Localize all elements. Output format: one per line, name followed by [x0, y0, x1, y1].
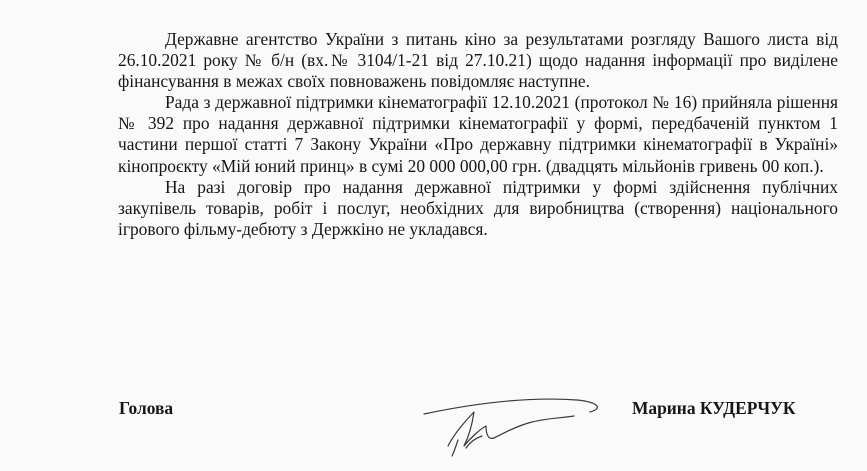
letter-body: [118, 29, 838, 240]
signatory-name: Марина КУДЕРЧУК: [632, 398, 796, 418]
handwritten-signature: [412, 382, 612, 462]
paragraph-council-decision: Рада з державної підтримки кінематографії 12.10.2021 (протокол № 16) прийняла рішення № 392 про надання державної підтримки кінематографії у формі, передбаченій пунктом 1 частини першої статті 7 Закону України «Про державну підтримки кінематографії в Україні» кінопроєкту «Мій юний принц» в сумі 20 000 000,00 грн. (двадцять мільйонів гривень 00 коп.).: [118, 92, 838, 176]
paragraph-contract-status: На разі договір про надання державної підтримки у формі здійснення публічних закупівель товарів, робіт і послуг, необхідних для виробництва (створення) національного ігрового фільму-дебюту з Держкіно не укладався.: [118, 176, 838, 239]
paragraph-request-response: Державне агентство України з питань кіно за результатами розгляду Вашого листа від 26.10.2021 року № б/н (вх.№ 3104/1-21 від 27.10.21) щодо надання інформації про виділене фінансування в межах своїх повноважень повідомляє наступне.: [118, 29, 838, 92]
signatory-title: Голова: [119, 398, 174, 418]
